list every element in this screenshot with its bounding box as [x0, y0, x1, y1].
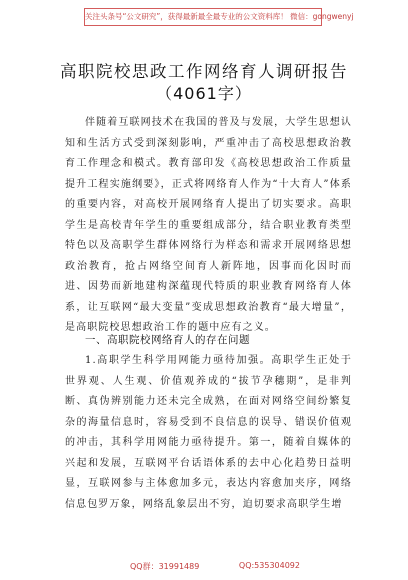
qq-text: QQ:535304092	[238, 561, 300, 570]
document-title: 高职院校思政工作网络育人调研报告	[60, 62, 348, 81]
section-paragraph: 1.高职学生科学用网能力亟待加强。高职学生正处于世界观、人生观、价值观养成的“拔节孕穗期”，是非判断、真伪辨别能力还未完全成熟，在面对网络空间纷繁复杂的海量信息时，容易受到不良信息的误导、错误价值观的冲击，其科学用网能力亟待提升。第一，随着自媒体的兴起和发展，互联网平台话语体系的去中心化趋势日益明显，互联网参与主体愈加多元，表达内容愈加夹序，网络信息包罗万象，网络乱象层出不穷，迫切要求高职学生增	[65, 355, 352, 510]
word-count: （4061字）	[156, 84, 252, 103]
qq-group-text: QQ群：31991489	[130, 562, 200, 571]
intro-paragraph: 伴随着互联网技术在我国的普及与发展，大学生思想认知和生活方式受到深刻影响，严重冲击了高校思想政治教育工作理念和模式。教育部印发《高校思想政治工作质量提升工程实施纲要》，正式将网络育人作为“十大育人”体系的重要内容，对高校开展网络育人提出了切实要求。高职学生是高校青年学生的重要组成部分，结合职业教育类型特色以及高职学生群体网络行为样态和需求开展网络思想政治教育，抢占网络空间育人新阵地，因事而化因时而进、因势而新地建构深蕴现代特质的职业教育网络育人体系，让互联网“最大变量”变成思想政治教育“最大增量”，是高职院校思想政治工作的题中应有之义。	[65, 117, 352, 333]
section-heading: 一、高职院校网络育人的存在问题	[85, 334, 250, 346]
promo-banner: 关注头条号“公文研究”，获得最新最全最专业的公文资料库！ 微信：gongwenyj	[84, 8, 322, 26]
footer-contact	[130, 561, 300, 572]
